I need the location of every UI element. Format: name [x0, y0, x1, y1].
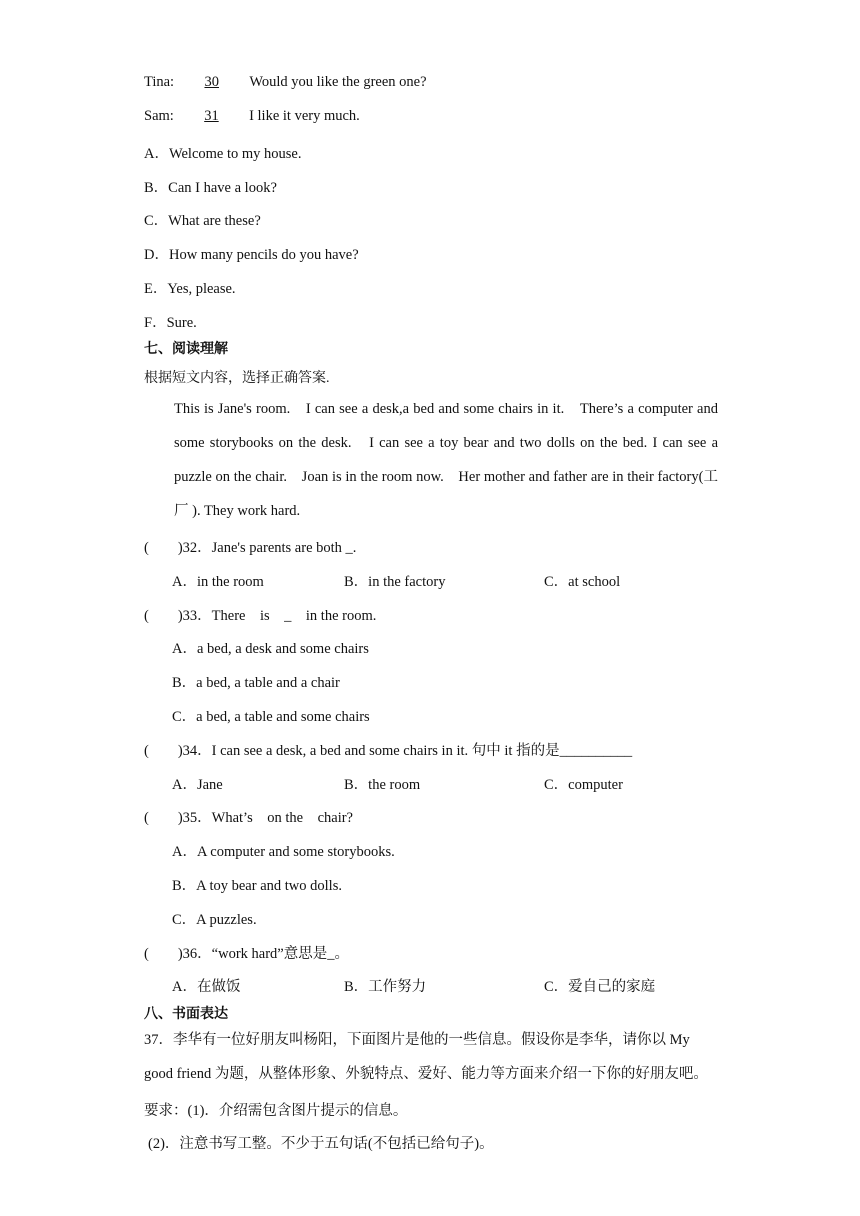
- question-36-stem: ( )36．“work hard”意思是_。: [144, 946, 349, 962]
- reading-passage: [144, 392, 718, 528]
- sam-text: I like it very much.: [249, 108, 360, 124]
- option-b: B．Can I have a look?: [144, 180, 277, 196]
- question-33-option-c: C．a bed, a table and some chairs: [172, 709, 370, 725]
- question-34-stem: ( )34．I can see a desk, a bed and some chairs in it. 句中 it 指的是__________: [144, 743, 633, 759]
- question-32-option-b: B．in the factory: [344, 574, 446, 590]
- question-32-option-c: C．at school: [544, 574, 621, 590]
- option-f: F．Sure.: [144, 315, 197, 331]
- question-37-prompt: 37．李华有一位好朋友叫杨阳，下面图片是他的一些信息。假设你是李华，请你以 My good friend 为题，从整体形象、外貌特点、爱好、能力等方面来介绍一下你的好朋友吧。: [144, 1032, 708, 1082]
- question-34-option-a: A．Jane: [172, 777, 223, 793]
- question-35-stem: ( )35．What’s on the chair?: [144, 810, 353, 826]
- question-37-requirement-2: (2)．注意书写工整。不少于五句话(不包括已给句子)。: [148, 1136, 494, 1152]
- blank-30: 30: [204, 74, 219, 90]
- question-33-stem: ( )33．There is _ in the room.: [144, 608, 377, 624]
- question-35-option-b: B．A toy bear and two dolls.: [172, 878, 342, 894]
- option-a: A．Welcome to my house.: [144, 146, 302, 162]
- question-36-option-c: C．爱自己的家庭: [544, 979, 656, 995]
- tina-text: Would you like the green one?: [249, 74, 427, 90]
- question-32-option-a: A．in the room: [172, 574, 264, 590]
- section-title-writing: 八、书面表达: [144, 1006, 228, 1022]
- question-36-option-b: B．工作努力: [344, 979, 427, 995]
- option-e: E．Yes, please.: [144, 281, 236, 297]
- speaker-tina: Tina:: [144, 74, 175, 90]
- dialogue-line-tina: [144, 74, 427, 91]
- question-34-option-c: C．computer: [544, 777, 623, 793]
- dialogue-line-sam: [144, 108, 360, 125]
- section-instruction: 根据短文内容，选择正确答案.: [144, 371, 330, 386]
- question-33-option-a: A．a bed, a desk and some chairs: [172, 641, 369, 657]
- passage-text: This is Jane's room. I can see a desk,a bed and some chairs in it. There’s a computer and some storybooks on the desk. I can see a toy bear and two dolls on the bed. I can see a puzzle on the chair. Joan is in the room now. Her mother and father are in their factory(工厂 ). They work hard.: [174, 401, 718, 519]
- question-35-option-a: A．A computer and some storybooks.: [172, 844, 395, 860]
- option-c: C．What are these?: [144, 213, 261, 229]
- blank-31: 31: [204, 108, 219, 124]
- question-35-option-c: C．A puzzles.: [172, 912, 257, 928]
- question-34-option-b: B．the room: [344, 777, 421, 793]
- option-d: D．How many pencils do you have?: [144, 247, 359, 263]
- question-33-option-b: B．a bed, a table and a chair: [172, 675, 340, 691]
- section-title-reading: 七、阅读理解: [144, 341, 228, 357]
- speaker-sam: Sam:: [144, 108, 174, 124]
- question-37-requirement-1: 要求：(1)．介绍需包含图片提示的信息。: [144, 1103, 408, 1119]
- question-36-option-a: A．在做饭: [172, 979, 241, 995]
- question-32-stem: ( )32．Jane's parents are both _.: [144, 540, 357, 556]
